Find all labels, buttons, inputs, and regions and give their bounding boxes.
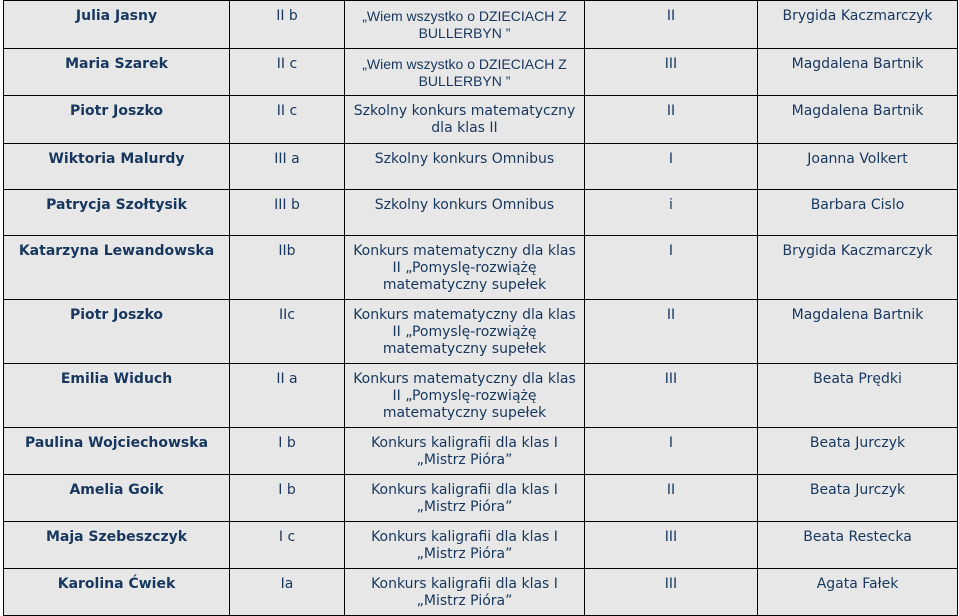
class-cell: I b — [230, 475, 345, 522]
teacher-cell: Brygida Kaczmarczyk — [758, 236, 958, 300]
contest-cell: Szkolny konkurs Omnibus — [345, 190, 585, 236]
place-cell: i — [585, 190, 758, 236]
teacher-cell: Beata Prędki — [758, 364, 958, 428]
contest-cell: Konkurs kaligrafii dla klas I „Mistrz Pióra” — [345, 475, 585, 522]
contest-cell: Konkurs kaligrafii dla klas I „Mistrz Pióra” — [345, 522, 585, 569]
student-name-cell: Wiktoria Malurdy — [4, 144, 230, 190]
place-cell: I — [585, 144, 758, 190]
place-cell: II — [585, 96, 758, 144]
table-row — [4, 569, 958, 616]
place-cell: III — [585, 49, 758, 96]
table-row — [4, 1, 958, 49]
class-cell: IIb — [230, 236, 345, 300]
teacher-cell: Agata Fałek — [758, 569, 958, 616]
place-cell: I — [585, 428, 758, 475]
class-cell: I c — [230, 522, 345, 569]
contest-cell: Konkurs matematyczny dla klas II „Pomyslę-rozwiążę matematyczny supełek — [345, 236, 585, 300]
table-row — [4, 364, 958, 428]
results-table — [3, 0, 958, 616]
contest-cell: Konkurs kaligrafii dla klas I „Mistrz Pióra” — [345, 428, 585, 475]
place-cell: I — [585, 236, 758, 300]
student-name-cell: Piotr Joszko — [4, 300, 230, 364]
student-name-cell: Maria Szarek — [4, 49, 230, 96]
table-row — [4, 522, 958, 569]
table-row — [4, 190, 958, 236]
class-cell: IIc — [230, 300, 345, 364]
student-name-cell: Emilia Widuch — [4, 364, 230, 428]
class-cell: II b — [230, 1, 345, 49]
place-cell: II — [585, 1, 758, 49]
table-row — [4, 144, 958, 190]
table-row — [4, 300, 958, 364]
teacher-cell: Beata Restecka — [758, 522, 958, 569]
contest-cell: Konkurs kaligrafii dla klas I „Mistrz Pióra” — [345, 569, 585, 616]
place-cell: III — [585, 522, 758, 569]
teacher-cell: Joanna Volkert — [758, 144, 958, 190]
table-row — [4, 49, 958, 96]
table-row — [4, 96, 958, 144]
student-name-cell: Karolina Ćwiek — [4, 569, 230, 616]
class-cell: III a — [230, 144, 345, 190]
table-row — [4, 475, 958, 522]
table-row — [4, 428, 958, 475]
contest-cell: Konkurs matematyczny dla klas II „Pomyslę-rozwiążę matematyczny supełek — [345, 364, 585, 428]
student-name-cell: Julia Jasny — [4, 1, 230, 49]
teacher-cell: Brygida Kaczmarczyk — [758, 1, 958, 49]
class-cell: II a — [230, 364, 345, 428]
teacher-cell: Beata Jurczyk — [758, 428, 958, 475]
student-name-cell: Katarzyna Lewandowska — [4, 236, 230, 300]
teacher-cell: Magdalena Bartnik — [758, 300, 958, 364]
contest-cell: „Wiem wszystko o DZIECIACH Z BULLERBYN ” — [345, 49, 585, 96]
teacher-cell: Beata Jurczyk — [758, 475, 958, 522]
teacher-cell: Magdalena Bartnik — [758, 49, 958, 96]
student-name-cell: Maja Szebeszczyk — [4, 522, 230, 569]
place-cell: II — [585, 300, 758, 364]
student-name-cell: Patrycja Szołtysik — [4, 190, 230, 236]
class-cell: II c — [230, 96, 345, 144]
class-cell: I b — [230, 428, 345, 475]
teacher-cell: Magdalena Bartnik — [758, 96, 958, 144]
student-name-cell: Amelia Goik — [4, 475, 230, 522]
class-cell: III b — [230, 190, 345, 236]
contest-cell: Szkolny konkurs Omnibus — [345, 144, 585, 190]
contest-cell: Szkolny konkurs matematyczny dla klas II — [345, 96, 585, 144]
contest-cell: „Wiem wszystko o DZIECIACH Z BULLERBYN ” — [345, 1, 585, 49]
place-cell: III — [585, 364, 758, 428]
student-name-cell: Piotr Joszko — [4, 96, 230, 144]
teacher-cell: Barbara Cislo — [758, 190, 958, 236]
contest-cell: Konkurs matematyczny dla klas II „Pomyslę-rozwiążę matematyczny supełek — [345, 300, 585, 364]
class-cell: II c — [230, 49, 345, 96]
class-cell: Ia — [230, 569, 345, 616]
student-name-cell: Paulina Wojciechowska — [4, 428, 230, 475]
place-cell: III — [585, 569, 758, 616]
place-cell: II — [585, 475, 758, 522]
table-row — [4, 236, 958, 300]
